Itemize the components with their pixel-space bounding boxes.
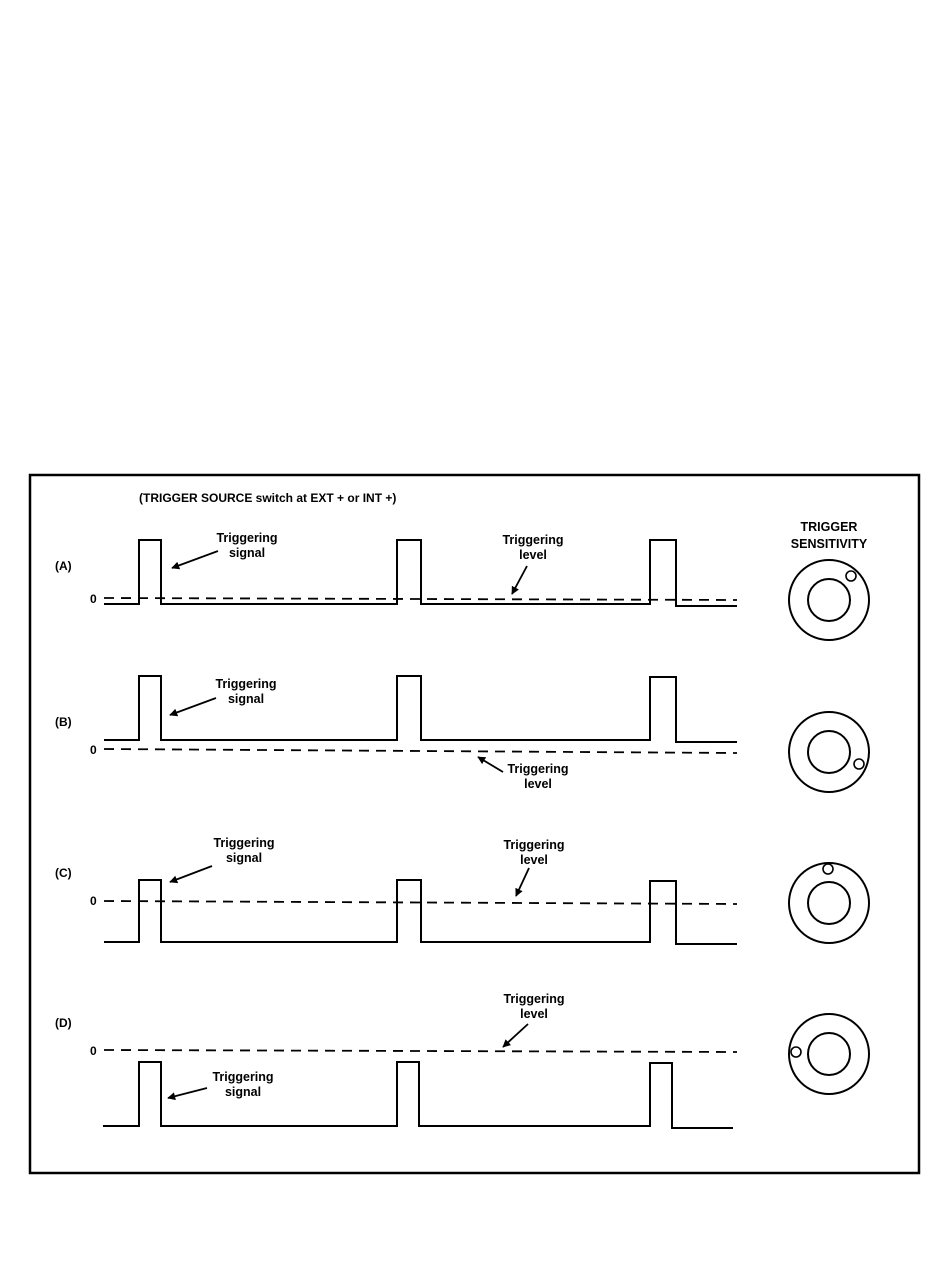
- panel-a-level-label-line-2: level: [519, 548, 547, 562]
- panel-c-knob-inner-dial: [808, 882, 850, 924]
- panel-d-knob-indicator: [791, 1047, 801, 1057]
- panel-c-knob-outer-ring: [789, 863, 869, 943]
- panel-d: [55, 992, 869, 1128]
- panel-b: [55, 676, 869, 792]
- panel-a-signal-label-line-2: signal: [228, 546, 266, 560]
- panel-c-knob-indicator: [823, 864, 833, 874]
- panel-c-label: (C): [55, 866, 72, 880]
- panel-c-level-arrow: [516, 868, 529, 896]
- panel-a-knob-inner-dial: [808, 579, 850, 621]
- panel-b-sensitivity-knob: [789, 712, 869, 792]
- panel-d-signal-label-line-1: Triggering: [212, 1070, 274, 1084]
- panel-b-level-arrow: [478, 757, 503, 772]
- panel-b-signal-arrow: [170, 698, 216, 715]
- panel-c: [55, 836, 869, 944]
- panel-b-triggering-signal-waveform: [104, 676, 737, 742]
- panel-c-level-label-line-2: level: [520, 853, 548, 867]
- panel-b-level-label-line-1: Triggering: [507, 762, 569, 776]
- panel-d-zero-label: 0: [90, 1044, 97, 1058]
- panel-b-knob-inner-dial: [808, 731, 850, 773]
- panel-b-zero-label: 0: [90, 743, 97, 757]
- panel-c-signal-label-line-1: Triggering: [213, 836, 275, 850]
- panel-c-signal-label-line-2: signal: [225, 851, 263, 865]
- panel-d-triggering-level-line: [104, 1050, 737, 1052]
- panel-c-zero-label: 0: [90, 894, 97, 908]
- panel-a-level-arrow: [512, 566, 527, 594]
- panel-d-label: (D): [55, 1016, 72, 1030]
- panel-a-knob-indicator: [846, 571, 856, 581]
- panel-c-triggering-signal-waveform: [104, 880, 737, 944]
- panel-c-sensitivity-knob: [789, 863, 869, 943]
- panel-d-sensitivity-knob: [789, 1014, 869, 1094]
- panel-b-signal-label-line-1: Triggering: [215, 677, 277, 691]
- panel-a: [55, 531, 869, 640]
- panel-d-signal-label-line-2: signal: [224, 1085, 262, 1099]
- panel-a-sensitivity-knob: [789, 560, 869, 640]
- knob-heading-line-1: TRIGGER: [800, 520, 858, 534]
- panel-c-level-label-line-1: Triggering: [503, 838, 565, 852]
- panel-b-label: (B): [55, 715, 72, 729]
- panel-d-signal-arrow: [168, 1088, 207, 1098]
- panel-a-triggering-signal-waveform: [104, 540, 737, 606]
- panel-a-zero-label: 0: [90, 592, 97, 606]
- panel-c-signal-arrow: [170, 866, 212, 882]
- panel-b-level-label-line-2: level: [524, 777, 552, 791]
- panel-a-signal-arrow: [172, 551, 218, 568]
- figure-frame: [30, 475, 919, 1173]
- panel-d-triggering-signal-waveform: [103, 1062, 733, 1128]
- panel-a-level-label-line-1: Triggering: [502, 533, 564, 547]
- panel-b-signal-label-line-2: signal: [227, 692, 265, 706]
- panel-a-signal-label-line-1: Triggering: [216, 531, 278, 545]
- panel-b-triggering-level-line: [104, 749, 737, 753]
- panel-d-level-arrow: [503, 1024, 528, 1047]
- panel-a-label: (A): [55, 559, 72, 573]
- panel-d-level-label-line-1: Triggering: [503, 992, 565, 1006]
- panel-a-knob-outer-ring: [789, 560, 869, 640]
- panel-b-knob-indicator: [854, 759, 864, 769]
- knob-heading-line-2: SENSITIVITY: [790, 537, 868, 551]
- panel-b-knob-outer-ring: [789, 712, 869, 792]
- figure-caption: (TRIGGER SOURCE switch at EXT + or INT +): [139, 491, 397, 505]
- panel-d-knob-inner-dial: [808, 1033, 850, 1075]
- panel-d-level-label-line-2: level: [520, 1007, 548, 1021]
